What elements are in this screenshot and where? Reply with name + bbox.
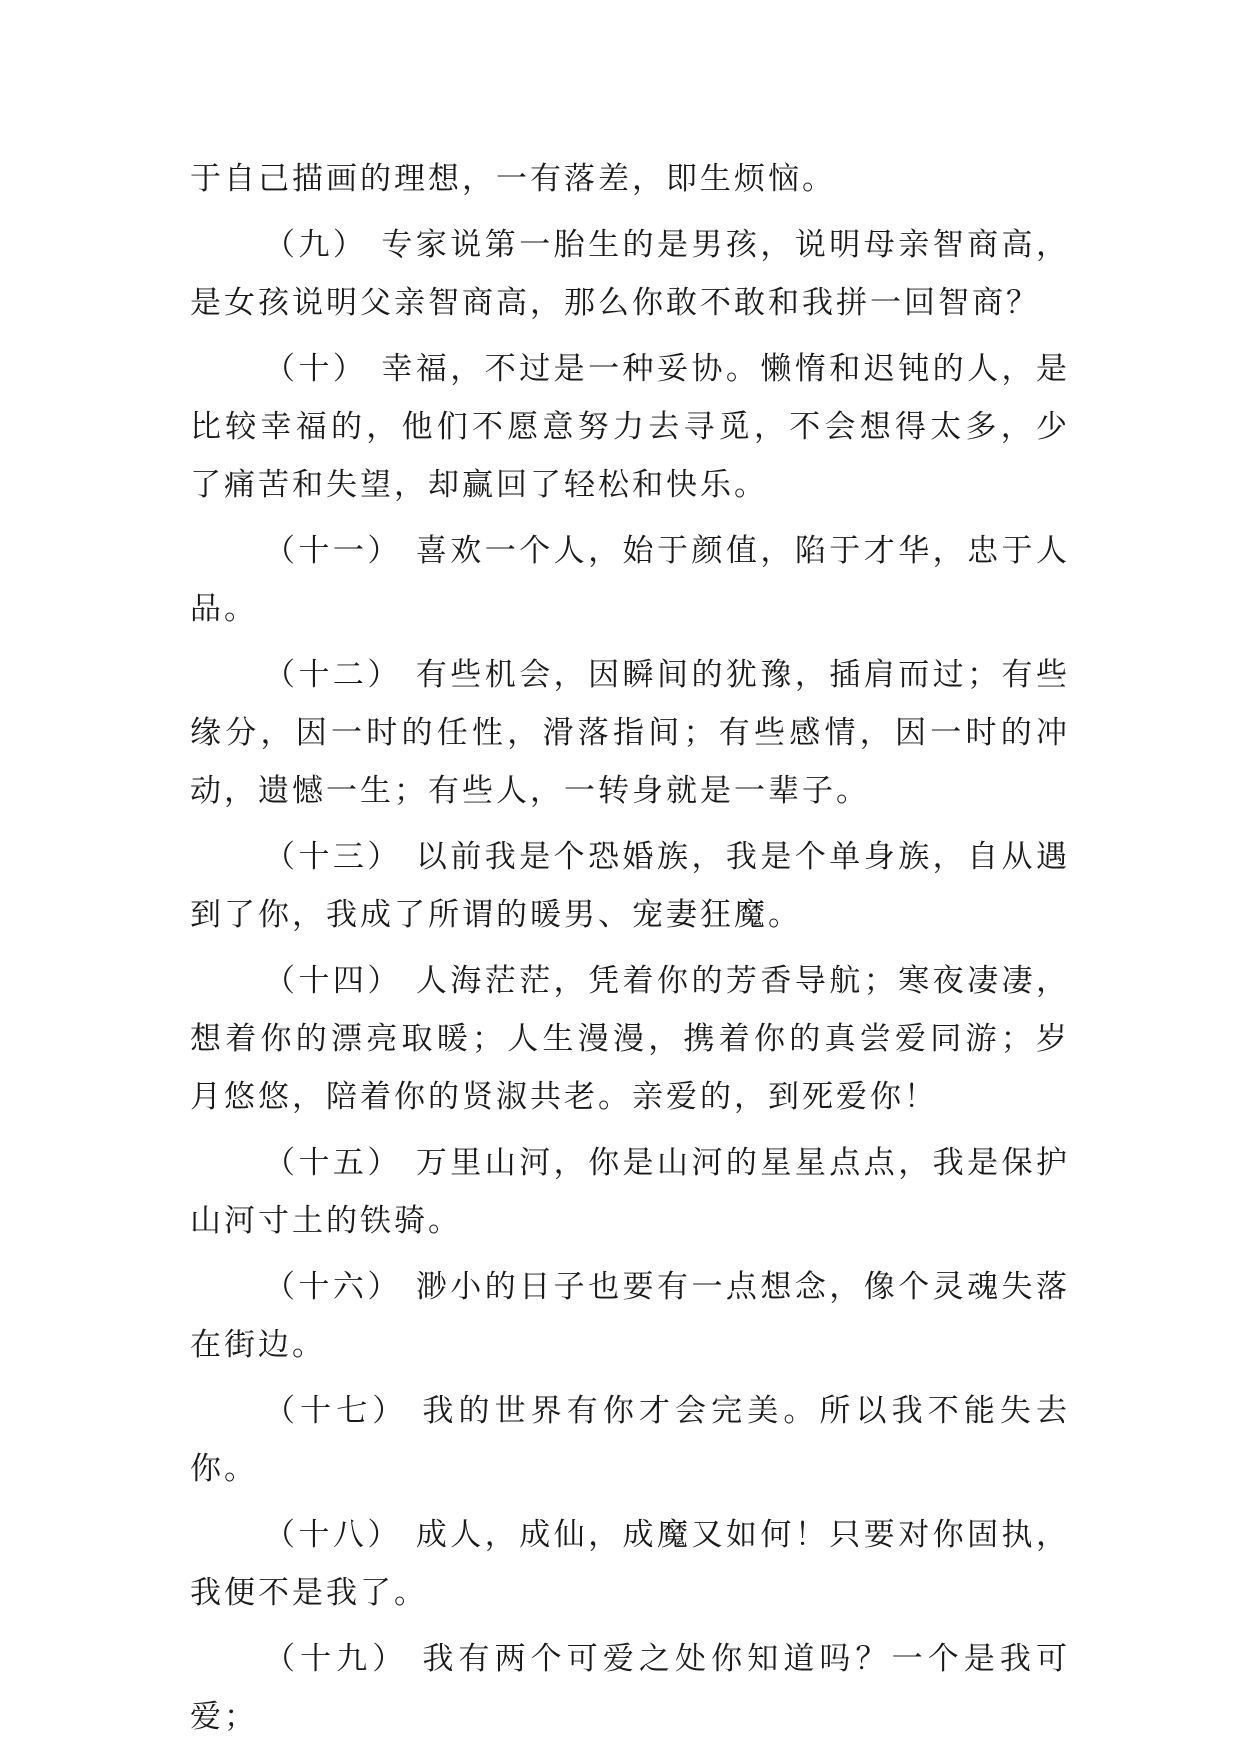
paragraph-14 bbox=[190, 952, 1070, 1126]
paragraph-text: 成人，成仙，成魔又如何！只要对你固执，我便不是我了。 bbox=[190, 1517, 1071, 1611]
paragraph-text: 渺小的日子也要有一点想念，像个灵魂失落在街边。 bbox=[190, 1269, 1071, 1363]
paragraph-number: （十四） bbox=[264, 963, 402, 999]
paragraph-16 bbox=[190, 1258, 1070, 1374]
paragraph-number: （十三） bbox=[264, 839, 402, 875]
paragraph-19 bbox=[190, 1630, 1070, 1746]
paragraph-number: （十） bbox=[264, 351, 368, 387]
paragraph-number: （十二） bbox=[264, 657, 402, 693]
paragraph-text: 于自己描画的理想，一有落差，即生烦恼。 bbox=[190, 161, 836, 197]
paragraph-text: 专家说第一胎生的是男孩，说明母亲智商高，是女孩说明父亲智商高，那么你敢不敢和我拼一回智商？ bbox=[190, 227, 1071, 321]
paragraph-text: 我的世界有你才会完美。所以我不能失去你。 bbox=[190, 1393, 1071, 1487]
paragraph-12 bbox=[190, 646, 1070, 820]
paragraph-number: （十五） bbox=[264, 1145, 402, 1181]
paragraph-number: （十七） bbox=[264, 1393, 409, 1429]
paragraph-13 bbox=[190, 828, 1070, 944]
paragraph-continuation bbox=[190, 150, 1070, 208]
paragraph-number: （十八） bbox=[264, 1517, 402, 1553]
paragraph-15 bbox=[190, 1134, 1070, 1250]
paragraph-text: 幸福，不过是一种妥协。懒惰和迟钝的人，是比较幸福的，他们不愿意努力去寻觅，不会想得太多，少了痛苦和失望，却赢回了轻松和快乐。 bbox=[190, 351, 1071, 503]
paragraph-text: 万里山河，你是山河的星星点点，我是保护山河寸土的铁骑。 bbox=[190, 1145, 1071, 1239]
paragraph-number: （十一） bbox=[264, 533, 402, 569]
paragraph-text: 有些机会，因瞬间的犹豫，插肩而过；有些缘分，因一时的任性，滑落指间；有些感情，因一时的冲动，遗憾一生；有些人，一转身就是一辈子。 bbox=[190, 657, 1071, 809]
document-body bbox=[190, 150, 1070, 1754]
paragraph-17 bbox=[190, 1382, 1070, 1498]
paragraph-text: 人海茫茫，凭着你的芳香导航；寒夜凄凄，想着你的漂亮取暖；人生漫漫，携着你的真尝爱同游；岁月悠悠，陪着你的贤淑共老。亲爱的，到死爱你！ bbox=[190, 963, 1071, 1115]
paragraph-10 bbox=[190, 340, 1070, 514]
paragraph-9 bbox=[190, 216, 1070, 332]
paragraph-18 bbox=[190, 1506, 1070, 1622]
paragraph-number: （九） bbox=[264, 227, 368, 263]
paragraph-number: （十六） bbox=[264, 1269, 402, 1305]
paragraph-text: 我有两个可爱之处你知道吗？一个是我可爱； bbox=[190, 1641, 1071, 1735]
paragraph-text: 以前我是个恐婚族，我是个单身族，自从遇到了你，我成了所谓的暖男、宠妻狂魔。 bbox=[190, 839, 1071, 933]
paragraph-text: 喜欢一个人，始于颜值，陷于才华，忠于人品。 bbox=[190, 533, 1071, 627]
paragraph-11 bbox=[190, 522, 1070, 638]
paragraph-number: （十九） bbox=[264, 1641, 409, 1677]
